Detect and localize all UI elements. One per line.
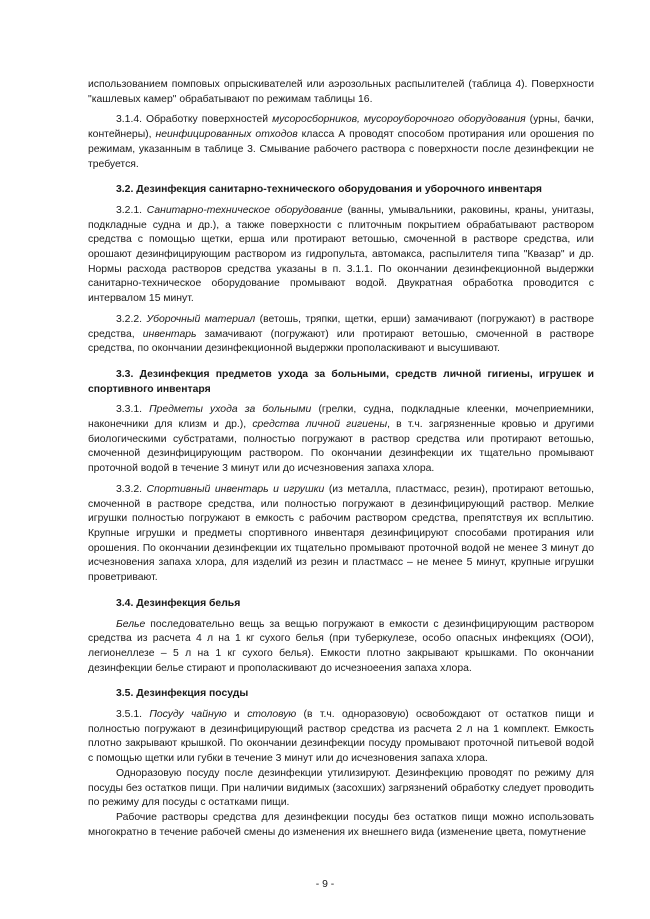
paragraph-continuation: использованием помповых опрыскивателей или аэрозольных распылителей (таблица 4). Поверхности "кашлевых камер" обрабатывают по режимам таблицы 16. [88, 79, 594, 105]
paragraph-3-5-3: Рабочие растворы средства для дезинфекции посуды без остатков пищи можно использовать многократно в течение рабочей смены до изменения их внешнего вида (изменение цвета, помутнение [88, 811, 594, 838]
section-heading-3-2: 3.2. Дезинфекция санитарно-технического оборудования и уборочного инвентаря [116, 184, 542, 196]
section-heading-3-3: 3.3. Дезинфекция предметов ухода за больными, средств личной гигиены, игрушек и спортивного инвентаря [88, 368, 594, 395]
paragraph-3-3-1: 3.3.1. Предметы ухода за больными (грелки, судна, подкладные клеенки, мочеприемники, наконечники для клизм и др.), средства личной гигиены, в т.ч. загрязненные кровью и другими биологическими субстратами, полностью погружают в раствор средства или протирают ветошью, смоченной дезинфицирующим раствором. По окончании дезинфекции их тщательно промывают проточной водой в течение 3 минут или до исчезновения запаха хлора. [88, 404, 595, 475]
section-heading-3-5: 3.5. Дезинфекция посуды [116, 688, 249, 700]
page-number: - 9 - [315, 879, 335, 890]
paragraph-3-4: Белье последовательно вещь за вещью погружают в емкости с дезинфицирующим раствором средства из расчета 4 л на 1 кг сухого белья (при туберкулезе, особо опасных инфекциях (ООИ), легионеллезе – 5 л на 1 кг сухого белья). Емкости плотно закрывают крышками. По окончании дезинфекции белье стирают и прополаскивают до исчезноеения запаха хлора. [88, 618, 594, 674]
document-body [88, 78, 594, 840]
paragraph-3-5-2: Одноразовую посуду после дезинфекции утилизируют. Дезинфекцию проводят по режиму для посуды без остатков пищи. При наличии видимых (засохших) загрязнений обработку следует проводить по режиму для посуды с остатками пищи. [88, 767, 594, 809]
paragraph-3-5-1: 3.5.1. Посуду чайную и столовую (в т.ч. одноразовую) освобождают от остатков пищи и полностью погружают в дезинфицирующий раствор средства из расчета 2 л на 1 комплект. Емкость плотно закрывают крышкой. По окончании дезинфекции посуду промывают проточной питьевой водой с помощью щетки или губки в течение 3 минут или до исчезновения запаха хлора. [88, 709, 595, 765]
paragraph-3-2-1: 3.2.1. Санитарно-техническое оборудование (ванны, умывальники, раковины, краны, унитазы, подкладные судна и др.), а также поверхности с плиточным покрытием обрабатывают раствором средства с помощью щетки, ерша или протирают ветошью, смоченной в растворе средства, или орошают дезинфицирующим раствором из гидропульта, автомакса, распылителя типа "Квазар" и др. Нормы расхода растворов средства указаны в п. 3.1.1. По окончании дезинфекционной выдержки санитарно-техническое оборудование промывают водой. Двукратная обработка проводится с интервалом 15 минут. [88, 204, 594, 305]
paragraph-3-3-2: 3.3.2. Спортивный инвентарь и игрушки (из металла, пластмасс, резин), протирают ветошью, смоченной в растворе средства, или полностью погружают в дезинфицирующий раствор. Мелкие игрушки полностью погружают в емкость с рабочим раствором средства, препятствуя их всплытию. Крупные игрушки и предметы спортивного инвентаря дезинфицируют способами протирания или орошения. По окончании дезинфекции их тщательно промывают проточной водой не менее 3 минут до исчезновения запаха хлора, для изделий из резин и пластмасс – не менее 5 минут, крупные игрушки проветривают. [88, 483, 594, 584]
paragraph-3-1-4: 3.1.4. Обработку поверхностей мусоросборников, мусороуборочного оборудования (урны, бачки, контейнеры), неинфицированных отходов класса А проводят способом протирания или орошения по режимам, указанным в таблице 3. Смывание рабочего раствора с поверхности после дезинфекции не требуется. [88, 114, 595, 170]
section-heading-3-4: 3.4. Дезинфекция белья [116, 597, 241, 609]
paragraph-3-2-2: 3.2.2. Уборочный материал (ветошь, тряпки, щетки, ерши) замачивают (погружают) в растворе средства, инвентарь замачивают (погружают) или протирают ветошью, смоченной в растворе средства, по окончании дезинфекционной выдержки прополаскивают и высушивают. [88, 313, 595, 355]
